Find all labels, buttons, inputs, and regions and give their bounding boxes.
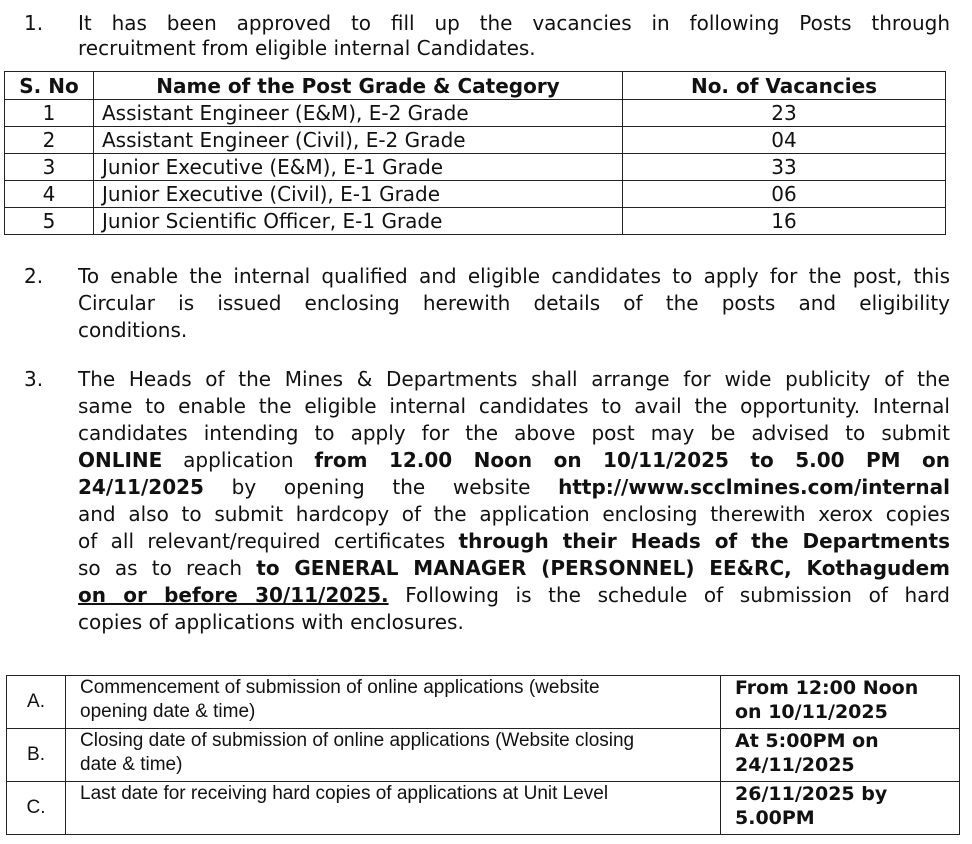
- row-value: [721, 676, 960, 729]
- cell-vacancies: 06: [623, 181, 946, 208]
- paragraph-line: candidates intending to apply for the above post may be advised to submit: [78, 421, 950, 445]
- table-row: [7, 676, 960, 729]
- table-row: [5, 100, 946, 127]
- row-value: [721, 782, 960, 835]
- row-description: [66, 676, 721, 729]
- deadline: on or before 30/11/2025.: [78, 583, 389, 607]
- row-key: A.: [7, 676, 66, 729]
- paragraph-line: copies of applications with enclosures.: [78, 610, 464, 634]
- paragraph-line: Circular is issued enclosing herewith details of the posts and eligibility: [78, 291, 950, 315]
- paragraph-line: [78, 555, 950, 582]
- column-header: S. No: [5, 72, 94, 100]
- description-line: date & time): [80, 754, 183, 775]
- column-header: Name of the Post Grade & Category: [94, 72, 623, 100]
- paragraph-line: [78, 528, 950, 555]
- row-description: [66, 782, 721, 835]
- description-line: opening date & time): [80, 701, 256, 722]
- value-line: From 12:00 Noon: [735, 677, 919, 699]
- value-line: 26/11/2025 by: [735, 783, 888, 805]
- paragraph-line: same to enable the eligible internal candidates to avail the opportunity. Internal: [78, 394, 950, 418]
- cell-sno: 5: [5, 208, 94, 235]
- cell-post: Assistant Engineer (E&M), E-2 Grade: [94, 100, 623, 127]
- text-run: of all relevant/required certificates: [78, 529, 459, 553]
- description-line: Last date for receiving hard copies of applications at Unit Level: [80, 783, 609, 804]
- paragraph-line: The Heads of the Mines & Departments shall arrange for wide publicity of the: [78, 367, 950, 391]
- cell-vacancies: 33: [623, 154, 946, 181]
- paragraph-line: conditions.: [78, 318, 188, 342]
- cell-vacancies: 04: [623, 127, 946, 154]
- schedule-table: [6, 675, 960, 835]
- description-line: Closing date of submission of online applications (Website closing: [80, 730, 635, 751]
- value-line: At 5:00PM on: [735, 730, 879, 752]
- paragraph-line: It has been approved to fill up the vacancies in following Posts through: [78, 11, 950, 35]
- cell-sno: 4: [5, 181, 94, 208]
- row-value: [721, 729, 960, 782]
- table-row: [5, 154, 946, 181]
- table-row: [5, 181, 946, 208]
- cell-post: Assistant Engineer (Civil), E-2 Grade: [94, 127, 623, 154]
- table-row: [5, 127, 946, 154]
- through-heads: through their Heads of the Departments: [458, 529, 950, 553]
- row-key: C.: [7, 782, 66, 835]
- table-row: [7, 729, 960, 782]
- cell-vacancies: 16: [623, 208, 946, 235]
- paragraph-number: 3.: [24, 367, 44, 391]
- description-line: Commencement of submission of online applications (website: [80, 677, 600, 698]
- vacancy-table: [4, 71, 946, 235]
- row-description: [66, 729, 721, 782]
- online-label: ONLINE: [78, 448, 163, 472]
- paragraph-line: [78, 582, 950, 609]
- text-run: so as to reach: [78, 556, 257, 580]
- table-header-row: [5, 72, 946, 100]
- value-line: 5.00PM: [735, 807, 815, 829]
- addressee: to GENERAL MANAGER (PERSONNEL) EE&RC, Kothagudem: [256, 556, 951, 580]
- cell-sno: 2: [5, 127, 94, 154]
- row-key: B.: [7, 729, 66, 782]
- text-run: by opening the website: [203, 475, 559, 499]
- paragraph-line: [78, 447, 950, 474]
- cell-post: Junior Scientific Officer, E-1 Grade: [94, 208, 623, 235]
- application-window: from 12.00 Noon on 10/11/2025 to 5.00 PM on: [314, 448, 950, 472]
- cell-sno: 1: [5, 100, 94, 127]
- cell-sno: 3: [5, 154, 94, 181]
- table-row: [5, 208, 946, 235]
- website-link[interactable]: http://www.scclmines.com/internal: [558, 475, 950, 499]
- paragraph-line: To enable the internal qualified and eligible candidates to apply for the post, this: [78, 264, 950, 288]
- text-run: Following is the schedule of submission of hard: [388, 583, 950, 607]
- cell-vacancies: 23: [623, 100, 946, 127]
- cell-post: Junior Executive (E&M), E-1 Grade: [94, 154, 623, 181]
- value-line: on 10/11/2025: [735, 701, 888, 723]
- table-row: [7, 782, 960, 835]
- closing-date: 24/11/2025: [78, 475, 204, 499]
- cell-post: Junior Executive (Civil), E-1 Grade: [94, 181, 623, 208]
- paragraph-number: 2.: [24, 264, 44, 288]
- paragraph-line: and also to submit hardcopy of the application enclosing therewith xerox copies: [78, 502, 950, 526]
- paragraph-line: recruitment from eligible internal Candidates.: [78, 36, 536, 60]
- column-header: No. of Vacancies: [623, 72, 946, 100]
- paragraph-line: [78, 474, 950, 501]
- value-line: 24/11/2025: [735, 754, 855, 776]
- paragraph-number: 1.: [24, 11, 44, 35]
- text-run: application: [162, 448, 315, 472]
